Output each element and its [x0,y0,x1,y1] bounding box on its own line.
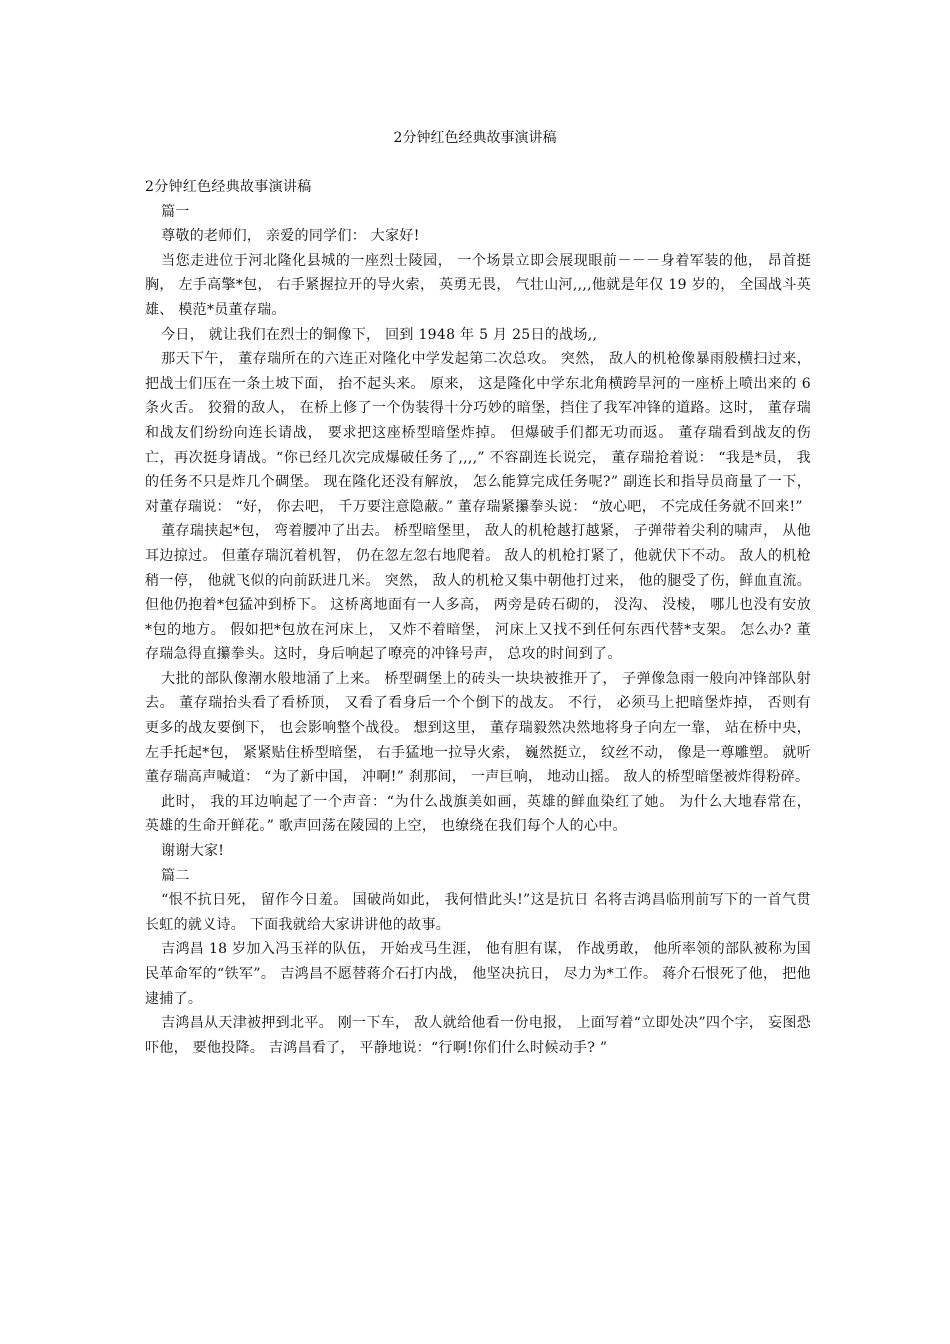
paragraph: 今日， 就让我们在烈士的铜像下， 回到 1948 年 5 月 25日的战场,, [161,326,598,343]
paragraph: 吉鸿昌从天津被押到北平。 刚一下车， 敌人就给他看一份电报， 上面写着“立即处决”四个字， 妄图恐吓他， 要他投降。 吉鸿昌看了， 平静地说：“行啊!你们什么时候动手? ” [145,1015,811,1056]
section-heading: 篇二 [161,867,190,884]
paragraph: 董存瑞挟起*包， 弯着腰冲了出去。 桥型暗堡里， 敌人的机枪越打越紧， 子弹带着尖利的啸声， 从他耳边掠过。 但董存瑞沉着机智， 仍在忽左忽右地爬着。 敌人的机枪打紧了，他就伏下不动。 敌人的机枪稍一停， 他就飞似的向前跃进几米。 突然， 敌人的机枪又集中朝他打过来， 他的腿受了伤，鲜血直流。 但他仍抱着*包猛冲到桥下。 这桥离地面有一人多高， 两旁是砖石砌的， 没沟、 没棱， 哪儿也没有安放*包的地方。 假如把*包放在河床上， 又炸不着暗堡， 河床上又找不到任何东西代替*支架。 怎么办? 董存瑞急得直攥拳头。这时，身后响起了嘹亮的冲锋号声， 总攻的时间到了。 [145,523,811,663]
paragraph: 吉鸿昌 18 岁加入冯玉祥的队伍， 开始戎马生涯， 他有胆有谋， 作战勇敢， 他所率领的部队被称为国民革命军的“铁军”。 吉鸿昌不愿替蒋介石打内战， 他坚决抗日， 尽力为*工作。 蒋介石恨死了他， 把他逮捕了。 [145,941,811,1007]
paragraph: 当您走进位于河北隆化县城的一座烈士陵园， 一个场景立即会展现眼前－－－身着军装的他， 昂首挺胸， 左手高擎*包， 右手紧握拉开的导火索， 英勇无畏， 气壮山河,,,,他就是年仅 19 岁的， 全国战斗英雄、 模范*员董存瑞。 [145,252,811,318]
paragraph: 那天下午， 董存瑞所在的六连正对隆化中学发起第二次总攻。 突然， 敌人的机枪像暴雨般横扫过来， 把战士们压在一条土坡下面， 抬不起头来。 原来， 这是隆化中学东北角横跨旱河的一座桥上喷出来的 6 条火舌。 狡猾的敌人， 在桥上修了一个伪装得十分巧妙的暗堡，挡住了我军冲锋的道路。这时， 董存瑞和战友们纷纷向连长请战， 要求把这座桥型暗堡炸掉。 但爆破手们都无功而返。 董存瑞看到战友的伤亡，再次挺身请战。“你已经几次完成爆破任务了,,,,” 不容副连长说完， 董存瑞抢着说： “我是*员， 我的任务不只是炸几个碉堡。 现在隆化还没有解放， 怎么能算完成任务呢?” 副连长和指导员商量了一下， 对董存瑞说： “好， 你去吧， 千万要注意隐蔽。” 董存瑞紧攥拳头说： “放心吧， 不完成任务就不回来!” [145,351,811,515]
paragraph: 谢谢大家! [161,843,225,860]
document-body [145,175,811,1060]
section-heading: 篇一 [161,203,190,220]
document-subheading: 2分钟红色经典故事演讲稿 [145,179,312,195]
paragraph: “恨不抗日死， 留作今日羞。 国破尚如此， 我何惜此头!”这是抗日 名将吉鸿昌临刑前写下的一首气贯长虹的就义诗。 下面我就给大家讲讲他的故事。 [145,892,811,933]
paragraph: 大批的部队像潮水般地涌了上来。 桥型碉堡上的砖头一块块被推开了， 子弹像急雨一般向冲锋部队射去。 董存瑞抬头看了看桥顶， 又看了看身后一个个倒下的战友。 不行， 必须马上把暗堡炸掉， 否则有更多的战友要倒下， 也会影响整个战役。 想到这里， 董存瑞毅然决然地将身子向左一靠， 站在桥中央， 左手托起*包， 紧紧贴住桥型暗堡， 右手猛地一拉导火索， 巍然挺立， 纹丝不动， 像是一尊雕塑。 就听董存瑞高声喊道： “为了新中国， 冲啊!” 刹那间， 一声巨响， 地动山摇。 敌人的桥型暗堡被炸得粉碎。 [145,670,811,786]
document-title: 2分钟红色经典故事演讲稿 [393,130,557,146]
paragraph: 此时， 我的耳边响起了一个声音：“为什么战旗美如画，英雄的鲜血染红了她。 为什么大地春常在， 英雄的生命开鲜花。” 歌声回荡在陵园的上空， 也缭绕在我们每个人的心中。 [145,793,811,835]
paragraph: 尊敬的老师们， 亲爱的同学们： 大家好! [161,228,420,245]
